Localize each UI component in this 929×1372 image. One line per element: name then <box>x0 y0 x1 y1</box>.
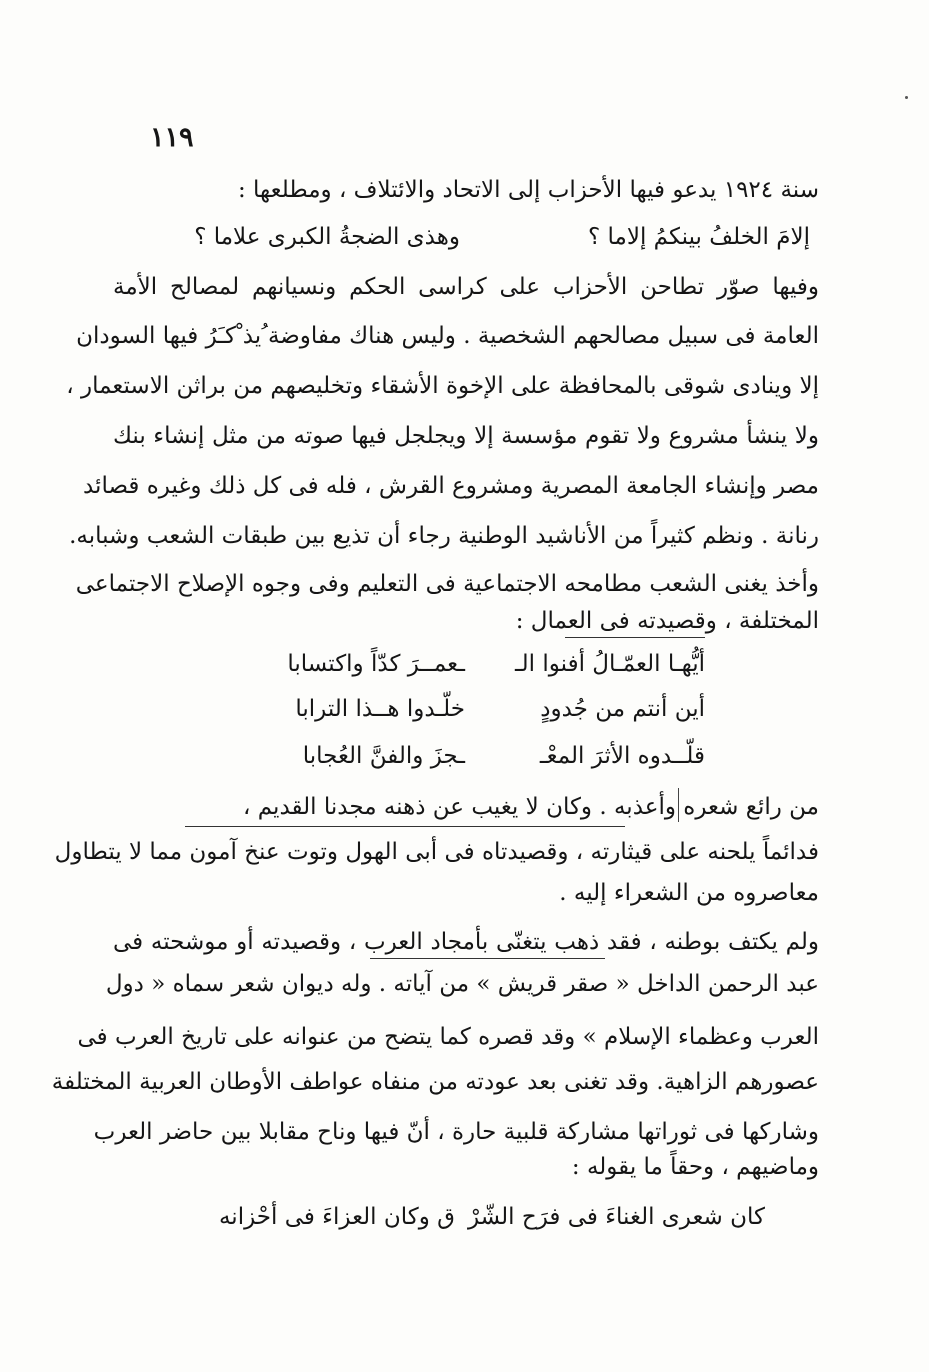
text-line: معاصروه من الشعراء إليه . <box>559 880 819 906</box>
text-line: وأخذ يغنى الشعب مطامحه الاجتماعية فى التعليم وفى وجوه الإصلاح الاجتماعى <box>75 571 819 597</box>
verse-line <box>250 741 705 773</box>
page-number: ١١٩ <box>150 122 194 153</box>
text-line: إلا وينادى شوقى بالمحافظة على الإخوة الأشقاء وتخليصهم من براثن الاستعمار ، <box>66 373 819 399</box>
verse-first-hemistich: إلامَ الخلفُ بينكمُ إلاما ؟ <box>588 224 810 250</box>
verse-first-hemistich: أين أنتم من جُدودٍ <box>540 696 705 722</box>
text-line: وماضيهم ، وحقاً ما يقوله : <box>571 1154 819 1180</box>
verse-second-hemistich: خلّـدوا هــذا الترابا <box>295 696 465 722</box>
verse-first-hemistich: كان شعرى الغناءَ فى فرَح الشّرْ <box>467 1204 765 1230</box>
text-line: من رائع شعره وأعذبه . وكان لا يغيب عن ذهنه مجدنا القديم ، <box>243 794 819 820</box>
verse-line <box>250 649 705 681</box>
verse-first-hemistich: قلّــدوه الأثرَ المعْـ <box>539 743 705 769</box>
verse-second-hemistich: ق وكان العزاءَ فى أحْزانه <box>218 1204 455 1230</box>
verse-second-hemistich: ـعمــرَ كدّاً واكتسابا <box>287 651 465 677</box>
text-line: المختلفة ، وقصيدته فى العمال : <box>515 608 819 634</box>
text-line: مصر وإنشاء الجامعة المصرية ومشروع القرش ، فله فى كل ذلك وغيره قصائد <box>82 473 819 499</box>
text-line: ولم يكتف بوطنه ، فقد ذهب يتغنّى بأمجاد العرب ، وقصيدته أو موشحته فى <box>113 929 819 955</box>
text-line: العرب وعظماء الإسلام » وقد قصره كما يتضح من عنوانه على تاريخ العرب فى <box>77 1024 819 1050</box>
verse-line <box>160 222 810 254</box>
verse-line <box>250 694 705 726</box>
pen-underline <box>370 958 605 959</box>
text-line: فدائماً يلحنه على قيثارته ، وقصيدتاه فى أبى الهول وتوت عنخ آمون مما لا يتطاول <box>54 839 819 865</box>
page-speck <box>905 96 908 99</box>
verse-second-hemistich: ـجزَ والفنَّ العُجابا <box>302 743 465 769</box>
pen-mark <box>678 788 679 822</box>
text-line: العامة فى سبيل مصالحهم الشخصية . وليس هناك مفاوضة ُيذ ْكـَرُ فيها السودان <box>76 323 819 349</box>
verse-first-hemistich: أيُّهـا العمّـالُ أفنوا الـ <box>514 651 705 677</box>
pen-underline <box>565 637 705 638</box>
text-line: ولا ينشأ مشروع ولا تقوم مؤسسة إلا ويجلجل فيها صوته من مثل إنشاء بنك <box>113 423 819 449</box>
verse-second-hemistich: وهذى الضجةُ الكبرى علاما ؟ <box>194 224 460 250</box>
text-line: وشاركها فى ثوراتها مشاركة قلبية حارة ، أنّ فيها وناح مقابلا بين حاضر العرب <box>93 1119 819 1145</box>
text-line: سنة ١٩٢٤ يدعو فيها الأحزاب إلى الاتحاد والائتلاف ، ومطلعها : <box>237 177 819 203</box>
text-line: رنانة . ونظم كثيراً من الأناشيد الوطنية رجاء أن تذيع بين طبقات الشعب وشبابه. <box>69 523 819 549</box>
pen-underline <box>185 826 625 827</box>
text-line: عصورهم الزاهية. وقد تغنى بعد عودته من منفاه عواطف الأوطان العربية المختلفة <box>51 1069 819 1095</box>
text-line: عبد الرحمن الداخل « صقر قريش » من آياته . وله ديوان شعر سماه « دول <box>105 971 819 997</box>
verse-line <box>200 1202 765 1234</box>
text-line: وفيها صوّر تطاحن الأحزاب على كراسى الحكم ونسيانهم لمصالح الأمة <box>113 274 819 300</box>
